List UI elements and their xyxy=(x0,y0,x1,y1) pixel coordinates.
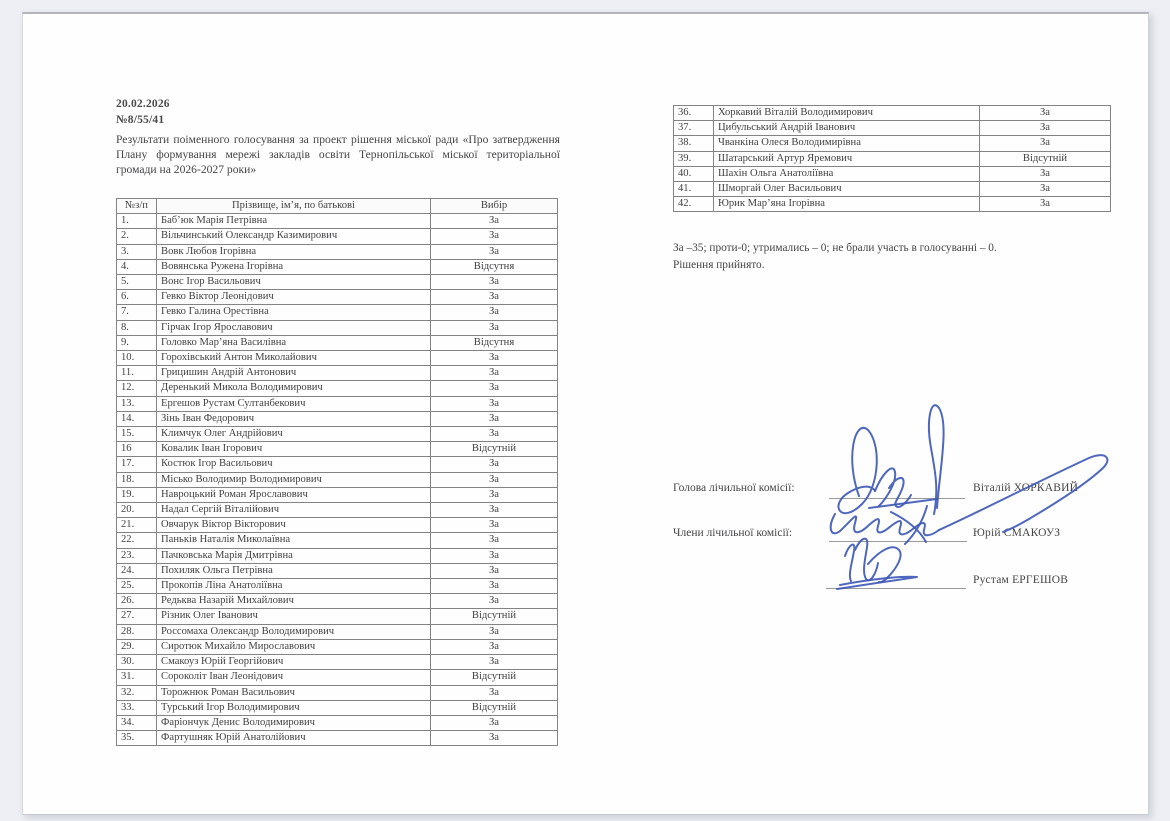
vote-value: За xyxy=(431,594,558,609)
table-row xyxy=(674,197,1111,212)
vote-value: Відсутня xyxy=(431,259,558,274)
deputy-name: Місько Володимир Володимирович xyxy=(157,472,431,487)
deputy-name: Юрик Мар’яна Ігорівна xyxy=(714,197,980,212)
row-number: 12. xyxy=(117,381,157,396)
row-number: 31. xyxy=(117,670,157,685)
deputy-name: Різник Олег Іванович xyxy=(157,609,431,624)
table-row xyxy=(674,121,1111,136)
table-row xyxy=(117,518,558,533)
row-number: 20. xyxy=(117,503,157,518)
table-row xyxy=(674,151,1111,166)
table-row xyxy=(117,472,558,487)
deputy-name: Баб’юк Марія Петрівна xyxy=(157,214,431,229)
row-number: 19. xyxy=(117,487,157,502)
deputy-name: Надал Сергій Віталійович xyxy=(157,503,431,518)
vote-value: Відсутній xyxy=(431,700,558,715)
row-number: 4. xyxy=(117,259,157,274)
row-number: 9. xyxy=(117,335,157,350)
row-number: 40. xyxy=(674,166,714,181)
deputy-name: Гевко Галина Орестівна xyxy=(157,305,431,320)
row-number: 13. xyxy=(117,396,157,411)
table-row xyxy=(117,335,558,350)
row-number: 6. xyxy=(117,290,157,305)
document-date: 20.02.2026 xyxy=(116,98,170,110)
vote-value: За xyxy=(431,214,558,229)
signature-line xyxy=(829,497,965,499)
vote-value: За xyxy=(431,624,558,639)
row-number: 24. xyxy=(117,563,157,578)
signature-role-head: Голова лічильної комісії: xyxy=(673,482,795,494)
deputy-name: Гевко Віктор Леонідович xyxy=(157,290,431,305)
deputy-name: Овчарук Віктор Вікторович xyxy=(157,518,431,533)
table-row xyxy=(117,396,558,411)
deputy-name: Пачковська Марія Дмитрівна xyxy=(157,548,431,563)
table-row xyxy=(117,305,558,320)
table-row xyxy=(117,655,558,670)
signature-name-khorkavyi: Віталій ХОРКАВИЙ xyxy=(973,482,1079,494)
table-row xyxy=(117,533,558,548)
table-row xyxy=(117,563,558,578)
table-row xyxy=(117,487,558,502)
voting-table-left xyxy=(116,198,558,746)
row-number: 5. xyxy=(117,275,157,290)
row-number: 33. xyxy=(117,700,157,715)
deputy-name: Торожнюк Роман Васильович xyxy=(157,685,431,700)
deputy-name: Грицишин Андрій Антонович xyxy=(157,366,431,381)
row-number: 8. xyxy=(117,320,157,335)
row-number: 38. xyxy=(674,136,714,151)
vote-value: За xyxy=(431,472,558,487)
deputy-name: Вовянська Ружена Ігорівна xyxy=(157,259,431,274)
row-number: 28. xyxy=(117,624,157,639)
row-number: 14. xyxy=(117,411,157,426)
deputy-name: Смакоуз Юрій Георгійович xyxy=(157,655,431,670)
table-row xyxy=(674,166,1111,181)
row-number: 2. xyxy=(117,229,157,244)
deputy-name: Вовк Любов Ігорівна xyxy=(157,244,431,259)
signature-line xyxy=(826,587,966,589)
decision-status: Рішення прийнято. xyxy=(673,258,765,271)
table-row xyxy=(117,715,558,730)
deputy-name: Вонс Ігор Васильович xyxy=(157,275,431,290)
vote-value: За xyxy=(431,685,558,700)
table-row xyxy=(117,685,558,700)
deputy-name: Похиляк Ольга Петрівна xyxy=(157,563,431,578)
table-row xyxy=(117,366,558,381)
vote-value: За xyxy=(431,457,558,472)
vote-value: За xyxy=(980,106,1111,121)
table-row xyxy=(117,731,558,746)
vote-value: За xyxy=(431,244,558,259)
vote-value: За xyxy=(431,563,558,578)
deputy-name: Горохівський Антон Миколайович xyxy=(157,351,431,366)
vote-value: За xyxy=(431,290,558,305)
vote-value: За xyxy=(431,655,558,670)
table-row xyxy=(117,624,558,639)
deputy-name: Климчук Олег Андрійович xyxy=(157,427,431,442)
row-number: 15. xyxy=(117,427,157,442)
table-row xyxy=(117,244,558,259)
vote-value: За xyxy=(431,731,558,746)
table-row xyxy=(117,411,558,426)
vote-value: За xyxy=(980,197,1111,212)
table-row xyxy=(117,457,558,472)
deputy-name: Гірчак Ігор Ярославович xyxy=(157,320,431,335)
vote-summary xyxy=(673,240,1121,273)
deputy-name: Ковалик Іван Ігорович xyxy=(157,442,431,457)
deputy-name: Шахін Ольга Анатоліївна xyxy=(714,166,980,181)
deputy-name: Вільчинський Олександр Казимирович xyxy=(157,229,431,244)
vote-value: За xyxy=(980,136,1111,151)
header-vote: Вибір xyxy=(431,199,558,214)
row-number: 32. xyxy=(117,685,157,700)
row-number: 21. xyxy=(117,518,157,533)
table-header-row xyxy=(117,199,558,214)
deputy-name: Турський Ігор Володимирович xyxy=(157,700,431,715)
table-row xyxy=(117,259,558,274)
vote-value: За xyxy=(431,229,558,244)
vote-value: За xyxy=(431,427,558,442)
vote-value: За xyxy=(431,639,558,654)
vote-value: За xyxy=(431,320,558,335)
deputy-name: Редьква Назарій Михайлович xyxy=(157,594,431,609)
deputy-name: Прокопів Ліна Анатоліївна xyxy=(157,579,431,594)
header-name: Прізвище, ім’я, по батькові xyxy=(157,199,431,214)
vote-value: За xyxy=(980,121,1111,136)
signature-role-members: Члени лічильної комісії: xyxy=(673,527,793,539)
vote-value: Відсутній xyxy=(431,609,558,624)
vote-value: За xyxy=(980,182,1111,197)
row-number: 10. xyxy=(117,351,157,366)
row-number: 17. xyxy=(117,457,157,472)
deputy-name: Ергешов Рустам Султанбекович xyxy=(157,396,431,411)
vote-value: За xyxy=(431,518,558,533)
deputy-name: Навроцький Роман Ярославович xyxy=(157,487,431,502)
row-number: 36. xyxy=(674,106,714,121)
vote-value: За xyxy=(431,487,558,502)
vote-value: За xyxy=(431,396,558,411)
vote-value: За xyxy=(431,548,558,563)
table-row xyxy=(117,214,558,229)
vote-value: За xyxy=(980,166,1111,181)
deputy-name: Шатарський Артур Яремович xyxy=(714,151,980,166)
table-row xyxy=(117,609,558,624)
row-number: 18. xyxy=(117,472,157,487)
vote-value: За xyxy=(431,275,558,290)
table-row xyxy=(674,136,1111,151)
table-row xyxy=(117,639,558,654)
vote-value: Відсутня xyxy=(431,335,558,350)
scanned-document-page xyxy=(22,12,1149,815)
row-number: 42. xyxy=(674,197,714,212)
vote-value: За xyxy=(431,533,558,548)
vote-value: Відсутній xyxy=(431,442,558,457)
row-number: 26. xyxy=(117,594,157,609)
row-number: 34. xyxy=(117,715,157,730)
deputy-name: Шморгай Олег Васильович xyxy=(714,182,980,197)
signature-name-erheshov: Рустам ЕРГЕШОВ xyxy=(973,574,1069,586)
table-row xyxy=(674,106,1111,121)
row-number: 7. xyxy=(117,305,157,320)
table-row xyxy=(117,700,558,715)
deputy-name: Цибульський Андрій Іванович xyxy=(714,121,980,136)
table-row xyxy=(117,351,558,366)
vote-value: За xyxy=(431,503,558,518)
table-row xyxy=(674,182,1111,197)
signature-name-smakouz: Юрій СМАКОУЗ xyxy=(973,527,1061,539)
table-row xyxy=(117,427,558,442)
table-row xyxy=(117,503,558,518)
table-row xyxy=(117,548,558,563)
deputy-name: Чванкіна Олеся Володимирівна xyxy=(714,136,980,151)
row-number: 25. xyxy=(117,579,157,594)
vote-value: За xyxy=(431,579,558,594)
row-number: 22. xyxy=(117,533,157,548)
row-number: 37. xyxy=(674,121,714,136)
table-row xyxy=(117,229,558,244)
table-row xyxy=(117,670,558,685)
table-row xyxy=(117,594,558,609)
row-number: 29. xyxy=(117,639,157,654)
vote-value: За xyxy=(431,351,558,366)
row-number: 27. xyxy=(117,609,157,624)
row-number: 35. xyxy=(117,731,157,746)
deputy-name: Головко Мар’яна Василівна xyxy=(157,335,431,350)
vote-value: За xyxy=(431,381,558,396)
voting-table-right xyxy=(673,105,1111,212)
vote-totals: За –35; проти-0; утримались – 0; не брали участь в голосуванні – 0. xyxy=(673,242,997,254)
vote-value: Відсутній xyxy=(431,670,558,685)
deputy-name: Паньків Наталія Миколаївна xyxy=(157,533,431,548)
table-row xyxy=(117,381,558,396)
vote-value: За xyxy=(431,411,558,426)
row-number: 11. xyxy=(117,366,157,381)
row-number: 3. xyxy=(117,244,157,259)
deputy-name: Фаріончук Денис Володимирович xyxy=(157,715,431,730)
deputy-name: Россомаха Олександр Володимирович xyxy=(157,624,431,639)
table-row xyxy=(117,442,558,457)
table-row xyxy=(117,579,558,594)
deputy-name: Зінь Іван Федорович xyxy=(157,411,431,426)
table-row xyxy=(117,275,558,290)
row-number: 39. xyxy=(674,151,714,166)
row-number: 30. xyxy=(117,655,157,670)
row-number: 1. xyxy=(117,214,157,229)
table-row xyxy=(117,320,558,335)
deputy-name: Фартушняк Юрій Анатолійович xyxy=(157,731,431,746)
vote-value: Відсутній xyxy=(980,151,1111,166)
signature-ink xyxy=(741,392,1141,612)
vote-value: За xyxy=(431,366,558,381)
deputy-name: Деренький Микола Володимирович xyxy=(157,381,431,396)
vote-value: За xyxy=(431,305,558,320)
row-number: 16 xyxy=(117,442,157,457)
signature-line xyxy=(829,540,967,542)
table-row xyxy=(117,290,558,305)
document-number: №8/55/41 xyxy=(116,114,165,126)
deputy-name: Хоркавий Віталій Володимирович xyxy=(714,106,980,121)
row-number: 41. xyxy=(674,182,714,197)
deputy-name: Сиротюк Михайло Мирославович xyxy=(157,639,431,654)
deputy-name: Костюк Ігор Васильович xyxy=(157,457,431,472)
row-number: 23. xyxy=(117,548,157,563)
deputy-name: Сороколіт Іван Леонідович xyxy=(157,670,431,685)
vote-value: За xyxy=(431,715,558,730)
document-title: Результати поіменного голосування за проект рішення міської ради «Про затвердження Плану формування мережі закладів освіти Тернопільської міської територіальної громади на 2026-2027 роки» xyxy=(116,133,560,176)
header-number: №з/п xyxy=(117,199,157,214)
